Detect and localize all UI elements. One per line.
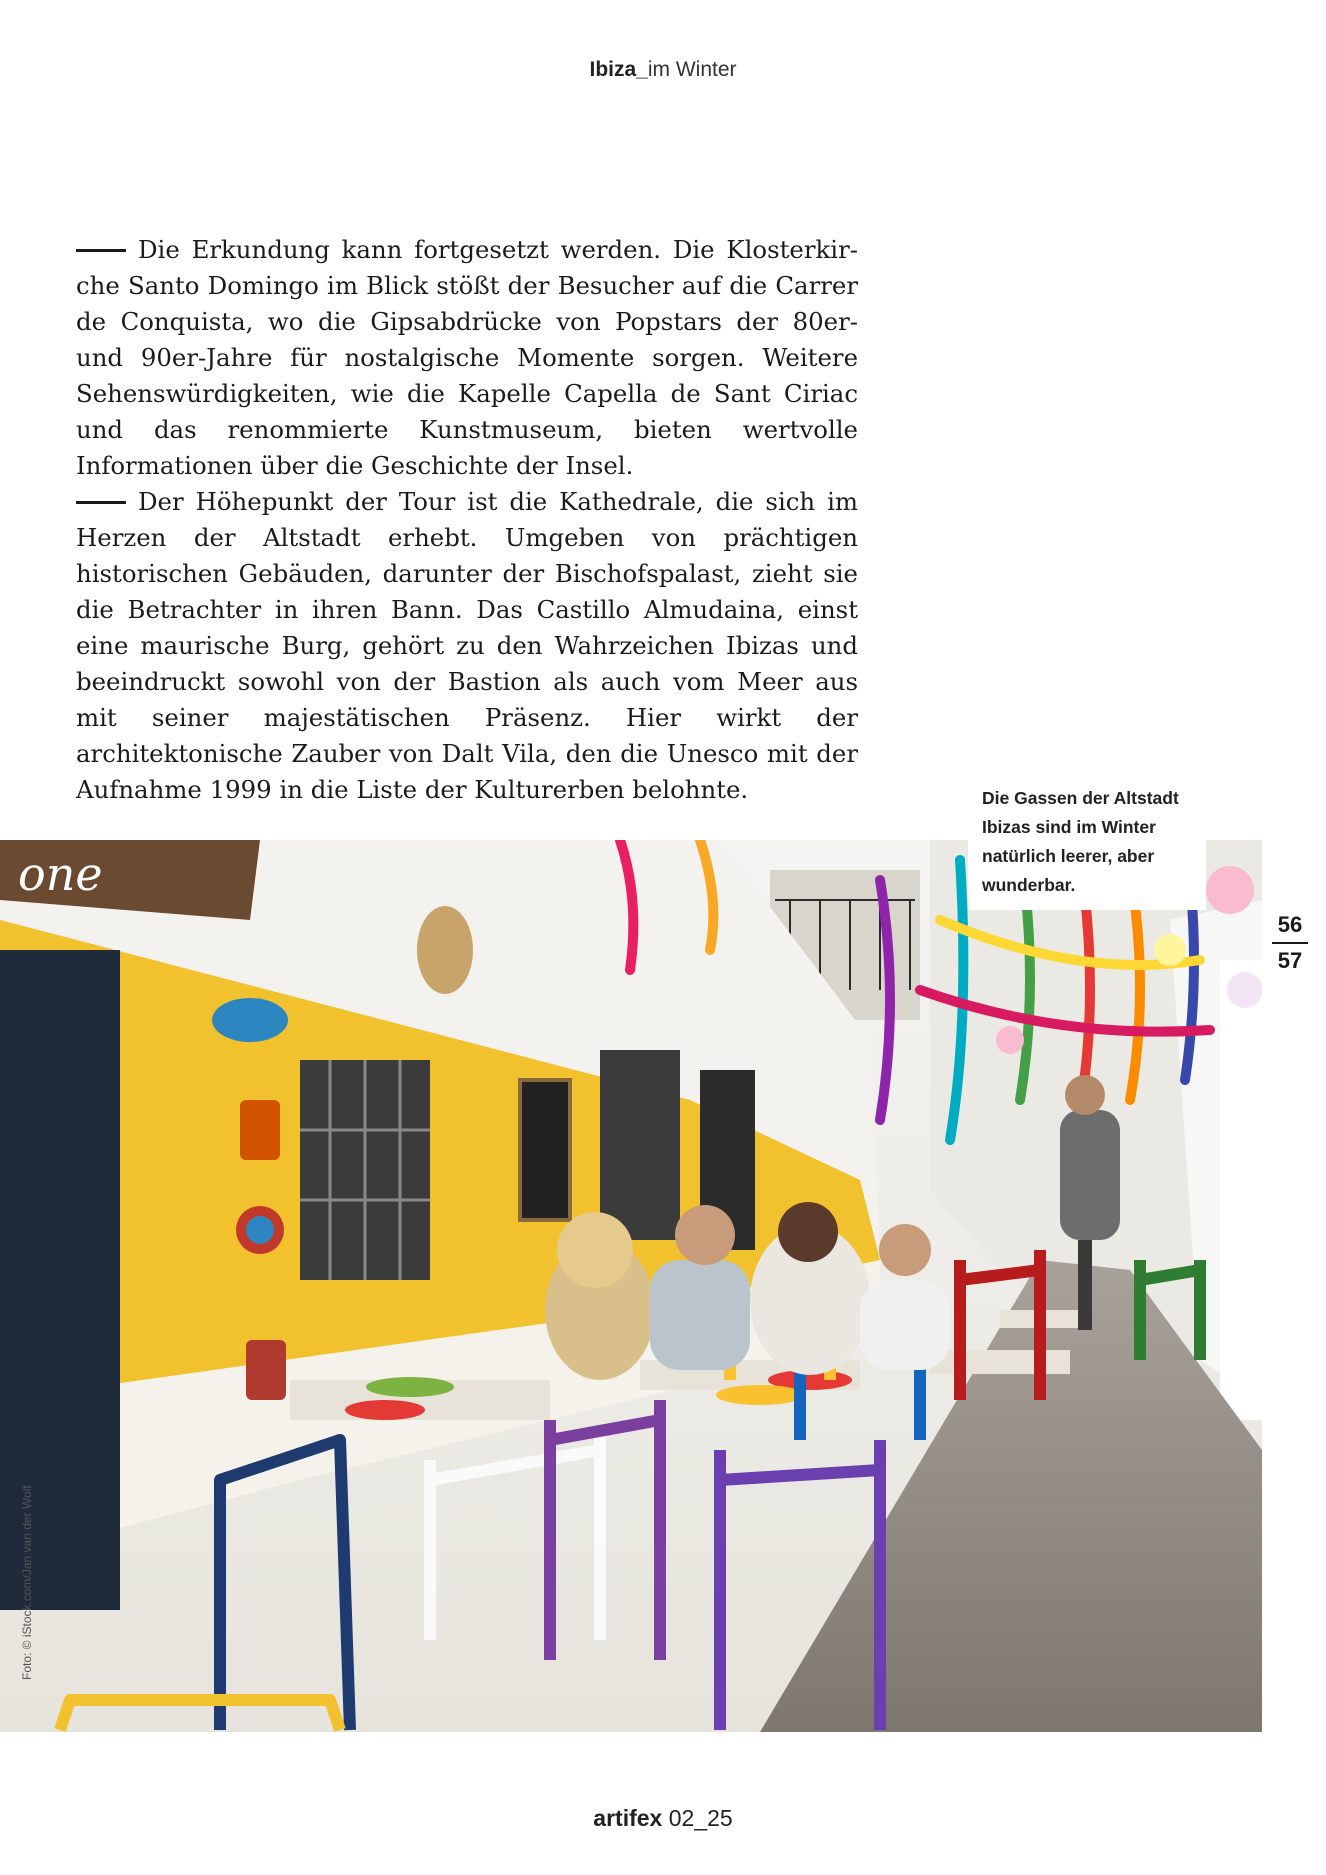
article-paragraph-1 <box>76 232 858 484</box>
article-body <box>76 232 858 808</box>
page-number-left: 56 <box>1277 912 1303 937</box>
header-title-rest: im Winter <box>647 58 737 81</box>
photo-credit: Foto: © iStock.com/Jan van der Wolf <box>20 1485 34 1680</box>
page-numbers <box>1270 912 1310 974</box>
paragraph-1-text: Die Erkundung kann fortgesetzt werden. Die Klosterkirche Santo Domingo im Blick stößt der Besucher auf die Carrer de Conquista, wo die Gipsabdrücke von Popstars der 80er- und 90er-Jahre für nostalgische Momente sorgen. Weitere Sehenswürdigkeiten, wie die Kapelle Capella de Sant Ciriac und das renommierte Kunstmuseum, bieten wertvolle Informationen über die Geschichte der Insel. <box>76 235 858 480</box>
page-number-right: 57 <box>1277 948 1303 973</box>
running-footer <box>0 1805 1326 1832</box>
paragraph-dash <box>76 249 126 252</box>
running-header <box>0 58 1326 82</box>
street-photo-illustration <box>0 840 1262 1732</box>
sign-text: one <box>18 847 103 901</box>
paragraph-2-text: Der Höhepunkt der Tour ist die Kathedrale, die sich im Herzen der Altstadt erhebt. Umgeben von prächtigen historischen Gebäuden, darunter der Bischofspalast, zieht sie die Betrachter in ihren Bann. Das Castillo Almudaina, einst eine maurische Burg, gehört zu den Wahrzeichen Ibizas und beeindruckt sowohl von der Bastion als auch vom Meer aus mit seiner majestätischen Präsenz. Hier wirkt der architektonische Zauber von Dalt Vila, den die Unesco mit der Aufnahme 1999 in die Liste der Kulturerben belohnte. <box>76 487 858 804</box>
article-paragraph-2 <box>76 484 858 808</box>
street-photo <box>0 840 1262 1732</box>
photo-caption: Die Gassen der Altstadt Ibizas sind im Winter natürlich leerer, aber wunderbar. <box>968 782 1206 910</box>
footer-issue: 02_25 <box>668 1805 733 1831</box>
page-number-divider <box>1272 942 1308 944</box>
paragraph-dash <box>76 501 126 504</box>
header-title-strong: Ibiza_ <box>589 58 648 81</box>
footer-magazine: artifex <box>593 1805 663 1831</box>
